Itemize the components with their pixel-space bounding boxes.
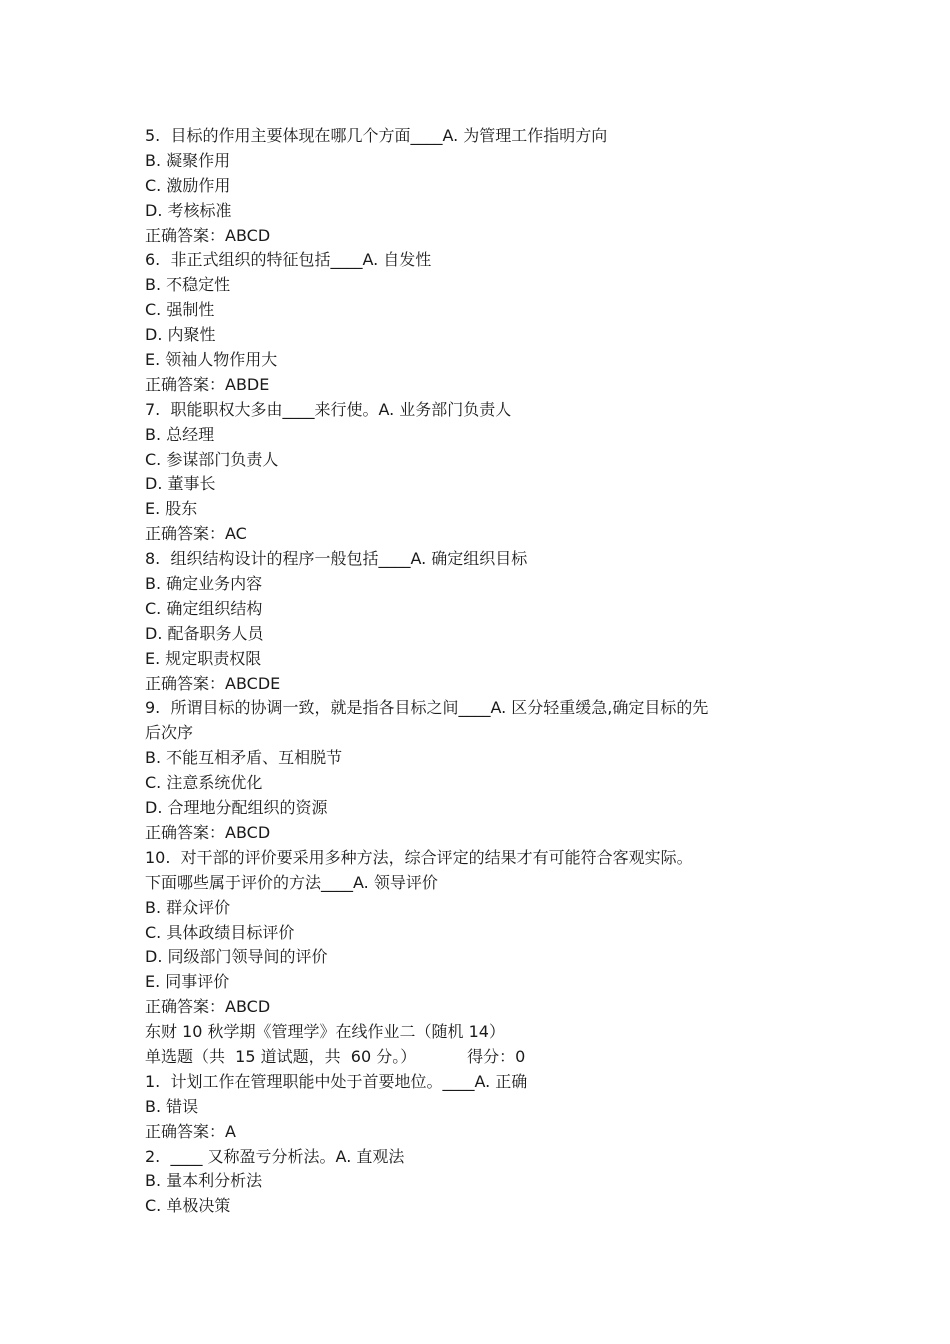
s2-option-c: C. 单极决策 [145, 1196, 231, 1216]
q8-option-c: C. 确定组织结构 [145, 598, 263, 618]
q8-question: 8. 组织结构设计的程序一般包括____A. 确定组织目标 [145, 549, 528, 569]
q6-option-b: B. 不稳定性 [145, 275, 231, 295]
q8-option-d: D. 配备职务人员 [145, 623, 264, 643]
s1-answer: 正确答案：A [145, 1121, 236, 1141]
q7-option-d: D. 董事长 [145, 474, 216, 494]
q6-option-d: D. 内聚性 [145, 325, 216, 345]
s1-question: 1. 计划工作在管理职能中处于首要地位。____A. 正确 [145, 1071, 528, 1091]
q9-option-b: B. 不能互相矛盾、互相脱节 [145, 748, 343, 768]
s2-option-b: B. 量本利分析法 [145, 1171, 263, 1191]
q5-question: 5. 目标的作用主要体现在哪几个方面____A. 为管理工作指明方向 [145, 126, 608, 145]
q9-question-cont: 后次序 [145, 723, 194, 743]
section-title: 东财 10 秋学期《管理学》在线作业二（随机 14） [145, 1022, 505, 1042]
q9-question: 9. 所谓目标的协调一致，就是指各目标之间____A. 区分轻重缓急,确定目标的先 [145, 698, 709, 718]
q7-question: 7. 职能职权大多由____来行使。A. 业务部门负责人 [145, 399, 512, 419]
q7-option-b: B. 总经理 [145, 424, 215, 444]
document-page [145, 124, 825, 1219]
q9-option-d: D. 合理地分配组织的资源 [145, 798, 328, 818]
q10-answer: 正确答案：ABCD [145, 997, 271, 1017]
q6-option-c: C. 强制性 [145, 300, 215, 320]
q6-question: 6. 非正式组织的特征包括____A. 自发性 [145, 250, 432, 270]
q8-option-b: B. 确定业务内容 [145, 574, 263, 594]
q10-option-e: E. 同事评价 [145, 972, 230, 992]
q10-option-b: B. 群众评价 [145, 897, 231, 917]
q8-option-e: E. 规定职责权限 [145, 648, 262, 668]
q8-answer: 正确答案：ABCDE [145, 673, 281, 693]
q6-answer: 正确答案：ABDE [145, 374, 270, 394]
q10-question: 10. 对干部的评价要采用多种方法，综合评定的结果才有可能符合客观实际。 [145, 847, 693, 867]
q5-option-d: D. 考核标准 [145, 200, 232, 220]
q9-answer: 正确答案：ABCD [145, 822, 271, 842]
s1-option-b: B. 错误 [145, 1096, 199, 1116]
q7-option-c: C. 参谋部门负责人 [145, 449, 279, 469]
section-subtitle: 单选题（共 15 道试题，共 60 分。） 得分：0 [145, 1046, 526, 1066]
q10-option-d: D. 同级部门领导间的评价 [145, 947, 328, 967]
q5-option-c: C. 激励作用 [145, 175, 231, 195]
q10-question-cont: 下面哪些属于评价的方法____A. 领导评价 [145, 872, 438, 892]
q5-answer: 正确答案：ABCD [145, 225, 271, 245]
q5-option-b: B. 凝聚作用 [145, 150, 231, 170]
s2-question: 2. ____ 又称盈亏分析法。A. 直观法 [145, 1146, 405, 1166]
q7-answer: 正确答案：AC [145, 524, 247, 544]
q7-option-e: E. 股东 [145, 499, 198, 519]
q10-option-c: C. 具体政绩目标评价 [145, 922, 295, 942]
q9-option-c: C. 注意系统优化 [145, 773, 263, 793]
q6-option-e: E. 领袖人物作用大 [145, 350, 278, 370]
